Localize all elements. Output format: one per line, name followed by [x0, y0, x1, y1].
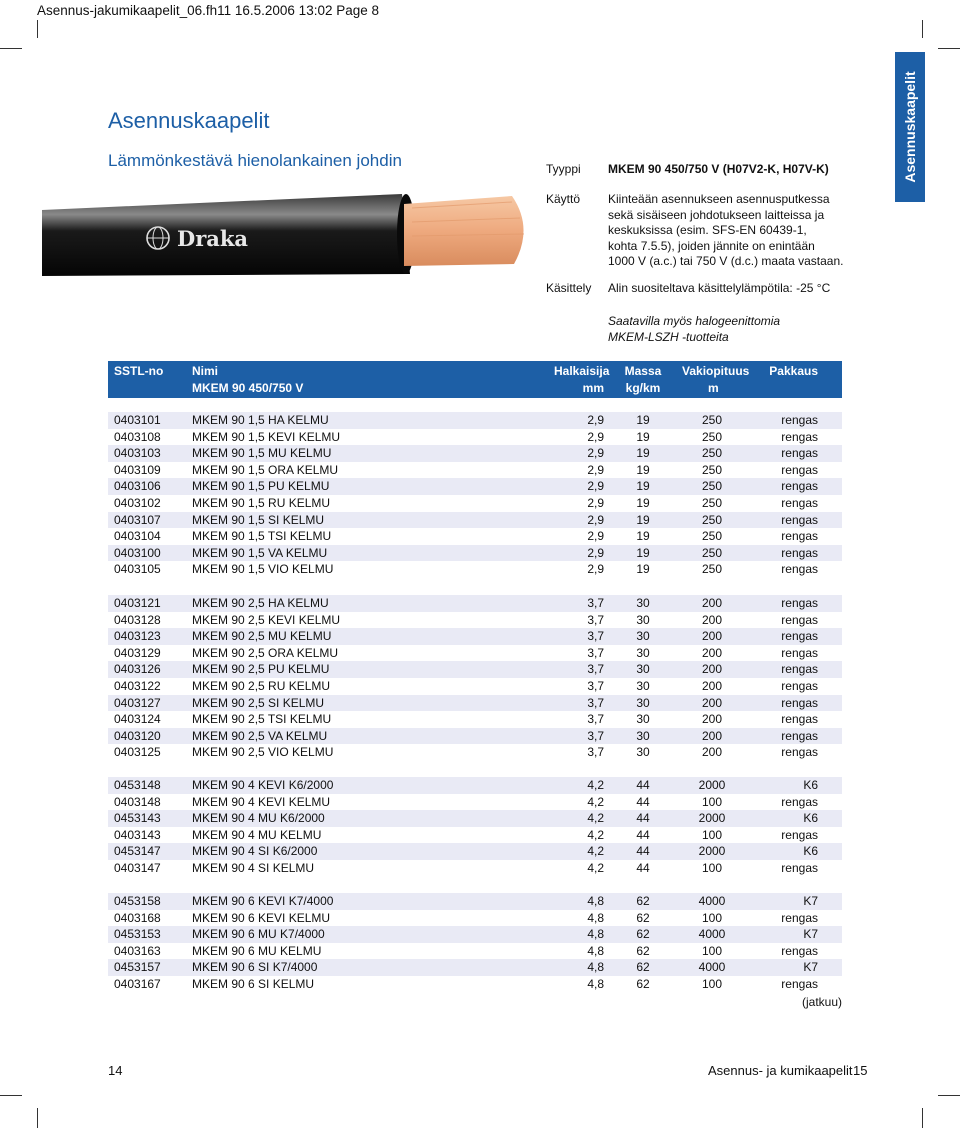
cell-nimi: MKEM 90 4 MU K6/2000 — [192, 811, 325, 826]
cell-vakiopituus: 250 — [701, 545, 723, 560]
cell-vakiopituus: 100 — [701, 943, 723, 958]
cell-sstl: 0403128 — [114, 612, 161, 627]
cell-vakiopituus: 2000 — [698, 811, 726, 826]
cell-nimi: MKEM 90 4 KEVI KELMU — [192, 794, 331, 809]
cell-halkaisija: 2,9 — [587, 479, 604, 494]
continued-note: (jatkuu) — [801, 995, 842, 1009]
tyyppi-label: Tyyppi — [546, 162, 581, 176]
cell-halkaisija: 4,2 — [587, 811, 604, 826]
cell-pakkaus: rengas — [781, 413, 818, 427]
cell-sstl: 0403163 — [114, 943, 161, 958]
cell-massa: 30 — [636, 629, 650, 644]
cell-halkaisija: 2,9 — [587, 512, 604, 527]
cell-halkaisija: 3,7 — [587, 629, 604, 644]
page-number-left: 14 — [108, 1063, 123, 1078]
cell-halkaisija: 4,8 — [587, 943, 604, 958]
cell-sstl: 0453153 — [114, 927, 161, 942]
cell-massa: 30 — [636, 695, 650, 710]
cell-pakkaus: rengas — [781, 679, 818, 693]
cell-sstl: 0403167 — [114, 977, 161, 991]
cell-nimi: MKEM 90 2,5 MU KELMU — [192, 629, 332, 644]
cell-pakkaus: rengas — [781, 662, 818, 677]
table-row — [108, 943, 842, 960]
cell-vakiopituus: 200 — [701, 695, 723, 710]
cell-sstl: 0403103 — [114, 446, 161, 461]
table-row — [108, 495, 842, 512]
cell-nimi: MKEM 90 2,5 VIO KELMU — [192, 745, 334, 760]
cell-massa: 19 — [636, 446, 650, 461]
table-row — [108, 711, 842, 728]
cell-nimi: MKEM 90 4 SI KELMU — [192, 861, 315, 875]
cell-halkaisija: 3,7 — [587, 645, 604, 660]
cell-nimi: MKEM 90 1,5 TSI KELMU — [192, 529, 332, 544]
cell-massa: 62 — [636, 894, 650, 908]
cell-nimi: MKEM 90 1,5 RU KELMU — [192, 496, 331, 510]
cell-pakkaus: rengas — [781, 479, 818, 494]
table-row — [108, 893, 842, 910]
col-halkaisija-unit: mm — [582, 381, 604, 395]
side-tab — [895, 52, 925, 202]
cell-sstl: 0403121 — [114, 596, 161, 610]
cell-massa: 19 — [636, 429, 650, 444]
table-row — [108, 860, 842, 877]
cell-pakkaus: rengas — [781, 429, 818, 444]
cell-vakiopituus: 4000 — [698, 960, 726, 975]
cell-nimi: MKEM 90 1,5 PU KELMU — [192, 479, 330, 494]
cell-vakiopituus: 100 — [701, 827, 723, 842]
cell-halkaisija: 2,9 — [587, 462, 604, 477]
cell-nimi: MKEM 90 6 SI K7/4000 — [192, 960, 318, 975]
col-nimi: Nimi — [192, 364, 219, 378]
cell-massa: 62 — [636, 960, 650, 975]
cell-nimi: MKEM 90 4 SI K6/2000 — [192, 844, 318, 859]
cell-massa: 30 — [636, 712, 650, 727]
crop-mark — [922, 1108, 923, 1128]
cell-nimi: MKEM 90 2,5 RU KELMU — [192, 679, 331, 693]
cell-pakkaus: rengas — [781, 827, 818, 842]
cell-halkaisija: 2,9 — [587, 429, 604, 444]
cell-sstl: 0403125 — [114, 745, 161, 760]
crop-mark — [0, 48, 22, 49]
cell-pakkaus: rengas — [781, 562, 818, 577]
cell-vakiopituus: 200 — [701, 612, 723, 627]
availability-note: Saatavilla myös halogeenittomia MKEM-LSZH -tuotteita — [608, 314, 781, 344]
cell-pakkaus: K6 — [803, 778, 818, 792]
cell-massa: 44 — [636, 844, 650, 859]
copper-conductor — [404, 196, 524, 266]
cell-sstl: 0403124 — [114, 712, 161, 727]
cell-nimi: MKEM 90 6 KEVI K7/4000 — [192, 894, 334, 908]
table-row — [108, 976, 842, 993]
cell-massa: 19 — [636, 496, 650, 510]
cell-nimi: MKEM 90 6 KEVI KELMU — [192, 910, 331, 925]
cell-halkaisija: 4,8 — [587, 910, 604, 925]
cell-massa: 19 — [636, 562, 650, 577]
cell-pakkaus: rengas — [781, 728, 818, 743]
cell-pakkaus: rengas — [781, 529, 818, 544]
cell-pakkaus: K6 — [803, 844, 818, 859]
cell-halkaisija: 2,9 — [587, 562, 604, 577]
cell-massa: 44 — [636, 827, 650, 842]
cell-pakkaus: rengas — [781, 695, 818, 710]
table-row — [108, 744, 842, 761]
cell-halkaisija: 3,7 — [587, 695, 604, 710]
table-row — [108, 612, 842, 629]
cell-pakkaus: K7 — [803, 960, 818, 975]
crop-mark — [37, 1108, 38, 1128]
cell-halkaisija: 4,2 — [587, 827, 604, 842]
table-row — [108, 810, 842, 827]
cell-halkaisija: 4,2 — [587, 844, 604, 859]
cell-nimi: MKEM 90 1,5 KEVI KELMU — [192, 429, 341, 444]
cell-vakiopituus: 100 — [701, 794, 723, 809]
cell-sstl: 0403107 — [114, 512, 161, 527]
cell-sstl: 0403143 — [114, 827, 161, 842]
cell-massa: 30 — [636, 679, 650, 693]
cell-sstl: 0453157 — [114, 960, 161, 975]
footer-title: Asennus- ja kumikaapelit — [708, 1063, 853, 1078]
cell-nimi: MKEM 90 1,5 HA KELMU — [192, 413, 329, 427]
col-massa: Massa — [624, 364, 662, 378]
col-pakkaus: Pakkaus — [769, 364, 818, 378]
cell-pakkaus: rengas — [781, 977, 818, 991]
cell-massa: 19 — [636, 512, 650, 527]
cell-massa: 19 — [636, 545, 650, 560]
cell-halkaisija: 2,9 — [587, 529, 604, 544]
cell-pakkaus: rengas — [781, 512, 818, 527]
cell-sstl: 0453158 — [114, 894, 161, 908]
tyyppi-value: MKEM 90 450/750 V (H07V2-K, H07V-K) — [608, 162, 829, 176]
cell-vakiopituus: 200 — [701, 629, 723, 644]
cell-sstl: 0453147 — [114, 844, 161, 859]
cell-halkaisija: 3,7 — [587, 679, 604, 693]
crop-mark — [938, 1095, 960, 1096]
cell-halkaisija: 3,7 — [587, 596, 604, 610]
cell-nimi: MKEM 90 2,5 ORA KELMU — [192, 645, 339, 660]
cell-sstl: 0403104 — [114, 529, 161, 544]
cell-massa: 62 — [636, 910, 650, 925]
col-halkaisija: Halkaisija — [554, 364, 610, 378]
kaytto-value: Kiinteään asennukseen asennusputkessa sekä sisäiseen johdotukseen laitteissa ja keskuksissa (esim. SFS-EN 60439-1, kohta 7.5.5), joiden jännite on enintään 1000 V (a.c.) tai 750 V (d.c.) maata vastaan. — [608, 192, 844, 269]
cell-vakiopituus: 200 — [701, 745, 723, 760]
cell-vakiopituus: 4000 — [698, 927, 726, 942]
cell-vakiopituus: 250 — [701, 413, 723, 427]
cell-vakiopituus: 250 — [701, 512, 723, 527]
cell-vakiopituus: 100 — [701, 861, 723, 875]
cell-pakkaus: rengas — [781, 629, 818, 644]
cell-halkaisija: 4,2 — [587, 778, 604, 792]
cell-nimi: MKEM 90 2,5 VA KELMU — [192, 728, 328, 743]
cell-massa: 62 — [636, 927, 650, 942]
cell-vakiopituus: 250 — [701, 529, 723, 544]
table-row — [108, 545, 842, 562]
cell-sstl: 0403100 — [114, 545, 161, 560]
cell-pakkaus: K7 — [803, 927, 818, 942]
table-row — [108, 777, 842, 794]
cell-vakiopituus: 250 — [701, 446, 723, 461]
cell-halkaisija: 3,7 — [587, 745, 604, 760]
table-row — [108, 794, 842, 811]
table-row — [108, 462, 842, 479]
cell-massa: 44 — [636, 811, 650, 826]
cell-pakkaus: rengas — [781, 446, 818, 461]
cell-nimi: MKEM 90 2,5 PU KELMU — [192, 662, 330, 677]
cell-vakiopituus: 250 — [701, 479, 723, 494]
col-sstl: SSTL-no — [114, 364, 164, 378]
cell-sstl: 0403122 — [114, 679, 161, 693]
cell-halkaisija: 4,8 — [587, 927, 604, 942]
table-row — [108, 926, 842, 943]
cell-nimi: MKEM 90 1,5 VA KELMU — [192, 545, 328, 560]
cell-nimi: MKEM 90 4 KEVI K6/2000 — [192, 778, 334, 792]
page-number-right: 15 — [853, 1063, 868, 1078]
cell-vakiopituus: 250 — [701, 496, 723, 510]
cell-massa: 44 — [636, 861, 650, 875]
cell-sstl: 0403120 — [114, 728, 161, 743]
table-row — [108, 628, 842, 645]
cable-image — [42, 188, 542, 278]
cell-massa: 19 — [636, 529, 650, 544]
table-row — [108, 528, 842, 545]
cell-vakiopituus: 200 — [701, 728, 723, 743]
cell-nimi: MKEM 90 1,5 VIO KELMU — [192, 562, 334, 577]
cell-pakkaus: rengas — [781, 910, 818, 925]
cell-halkaisija: 2,9 — [587, 446, 604, 461]
cell-massa: 62 — [636, 943, 650, 958]
table-row — [108, 959, 842, 976]
cell-nimi: MKEM 90 1,5 MU KELMU — [192, 446, 332, 461]
cell-halkaisija: 4,8 — [587, 977, 604, 991]
cell-vakiopituus: 200 — [701, 596, 723, 610]
col-nimi-sub: MKEM 90 450/750 V — [192, 381, 304, 395]
table-row — [108, 561, 842, 578]
cell-halkaisija: 3,7 — [587, 712, 604, 727]
cell-massa: 44 — [636, 778, 650, 792]
table-row — [108, 512, 842, 529]
cell-nimi: MKEM 90 2,5 KEVI KELMU — [192, 612, 341, 627]
cell-massa: 30 — [636, 612, 650, 627]
cell-pakkaus: rengas — [781, 645, 818, 660]
cell-halkaisija: 4,2 — [587, 794, 604, 809]
cell-nimi: MKEM 90 1,5 SI KELMU — [192, 512, 325, 527]
cell-sstl: 0403126 — [114, 662, 161, 677]
table-row — [108, 478, 842, 495]
cell-sstl: 0403127 — [114, 695, 161, 710]
table-header — [108, 361, 842, 398]
cell-sstl: 0403108 — [114, 429, 161, 444]
cell-nimi: MKEM 90 6 MU K7/4000 — [192, 927, 325, 942]
cell-sstl: 0403148 — [114, 794, 161, 809]
cell-massa: 19 — [636, 462, 650, 477]
cell-sstl: 0403102 — [114, 496, 161, 510]
cell-halkaisija: 4,8 — [587, 894, 604, 908]
cell-sstl: 0403106 — [114, 479, 161, 494]
cell-pakkaus: rengas — [781, 794, 818, 809]
col-vakiopituus-unit: m — [708, 381, 719, 395]
cell-pakkaus: rengas — [781, 745, 818, 760]
table-row — [108, 645, 842, 662]
cell-nimi: MKEM 90 4 MU KELMU — [192, 827, 322, 842]
table-row — [108, 678, 842, 695]
cell-sstl: 0403129 — [114, 645, 161, 660]
col-vakiopituus: Vakiopituus — [682, 364, 750, 378]
cell-halkaisija: 2,9 — [587, 545, 604, 560]
cell-sstl: 0403105 — [114, 562, 161, 577]
cell-massa: 30 — [636, 745, 650, 760]
cell-sstl: 0403168 — [114, 910, 161, 925]
cell-pakkaus: rengas — [781, 545, 818, 560]
cell-pakkaus: rengas — [781, 612, 818, 627]
cell-vakiopituus: 200 — [701, 679, 723, 693]
cell-vakiopituus: 2000 — [698, 778, 726, 792]
cell-pakkaus: rengas — [781, 596, 818, 610]
cell-pakkaus: rengas — [781, 712, 818, 727]
table-row — [108, 661, 842, 678]
cell-vakiopituus: 100 — [701, 977, 723, 991]
kaytto-label: Käyttö — [546, 192, 581, 206]
cell-nimi: MKEM 90 6 SI KELMU — [192, 977, 315, 991]
cell-pakkaus: rengas — [781, 943, 818, 958]
crop-mark — [938, 48, 960, 49]
table-row — [108, 412, 842, 429]
cell-halkaisija: 3,7 — [587, 728, 604, 743]
cell-massa: 30 — [636, 662, 650, 677]
cell-vakiopituus: 200 — [701, 712, 723, 727]
cell-pakkaus: rengas — [781, 861, 818, 875]
cell-nimi: MKEM 90 2,5 HA KELMU — [192, 596, 329, 610]
side-tab-label: Asennuskaapelit — [902, 71, 918, 183]
crop-mark — [0, 1095, 22, 1096]
cell-halkaisija: 2,9 — [587, 496, 604, 510]
cell-massa: 30 — [636, 596, 650, 610]
cell-halkaisija: 4,8 — [587, 960, 604, 975]
page-title: Asennuskaapelit — [108, 108, 270, 133]
table-row — [108, 843, 842, 860]
cell-vakiopituus: 250 — [701, 462, 723, 477]
cell-vakiopituus: 250 — [701, 429, 723, 444]
table-row — [108, 910, 842, 927]
table-row — [108, 728, 842, 745]
cell-sstl: 0453148 — [114, 778, 161, 792]
cell-massa: 30 — [636, 728, 650, 743]
cell-sstl: 0403109 — [114, 462, 161, 477]
cell-massa: 19 — [636, 479, 650, 494]
cell-vakiopituus: 2000 — [698, 844, 726, 859]
cell-massa: 44 — [636, 794, 650, 809]
cell-nimi: MKEM 90 6 MU KELMU — [192, 943, 322, 958]
cell-massa: 62 — [636, 977, 650, 991]
cell-sstl: 0403101 — [114, 413, 161, 427]
cell-nimi: MKEM 90 2,5 SI KELMU — [192, 695, 325, 710]
cell-pakkaus: rengas — [781, 462, 818, 477]
cell-halkaisija: 3,7 — [587, 612, 604, 627]
cell-halkaisija: 3,7 — [587, 662, 604, 677]
cell-halkaisija: 2,9 — [587, 413, 604, 427]
cell-halkaisija: 4,2 — [587, 861, 604, 875]
cell-pakkaus: K6 — [803, 811, 818, 826]
cell-sstl: 0453143 — [114, 811, 161, 826]
slug-line: Asennus-jakumikaapelit_06.fh11 16.5.2006 13:02 Page 8 — [37, 3, 380, 18]
cell-vakiopituus: 200 — [701, 645, 723, 660]
cell-sstl: 0403123 — [114, 629, 161, 644]
brand-logo: Draka — [177, 226, 249, 251]
table-row — [108, 695, 842, 712]
col-massa-unit: kg/km — [625, 381, 661, 395]
cell-massa: 19 — [636, 413, 650, 427]
cell-vakiopituus: 100 — [701, 910, 723, 925]
crop-mark — [37, 20, 38, 38]
cell-pakkaus: rengas — [781, 496, 818, 510]
table-row — [108, 595, 842, 612]
cell-vakiopituus: 4000 — [698, 894, 726, 908]
crop-mark — [922, 20, 923, 38]
cell-nimi: MKEM 90 2,5 TSI KELMU — [192, 712, 332, 727]
table-row — [108, 429, 842, 446]
cell-vakiopituus: 200 — [701, 662, 723, 677]
kasittely-label: Käsittely — [546, 281, 592, 295]
cell-sstl: 0403147 — [114, 861, 161, 875]
cell-massa: 30 — [636, 645, 650, 660]
page-subtitle: Lämmönkestävä hienolankainen johdin — [108, 151, 402, 170]
cell-nimi: MKEM 90 1,5 ORA KELMU — [192, 462, 339, 477]
table-row — [108, 445, 842, 462]
cell-pakkaus: K7 — [803, 894, 818, 908]
kasittely-value: Alin suositeltava käsittelylämpötila: -25 °C — [608, 281, 831, 295]
table-row — [108, 827, 842, 844]
cell-vakiopituus: 250 — [701, 562, 723, 577]
